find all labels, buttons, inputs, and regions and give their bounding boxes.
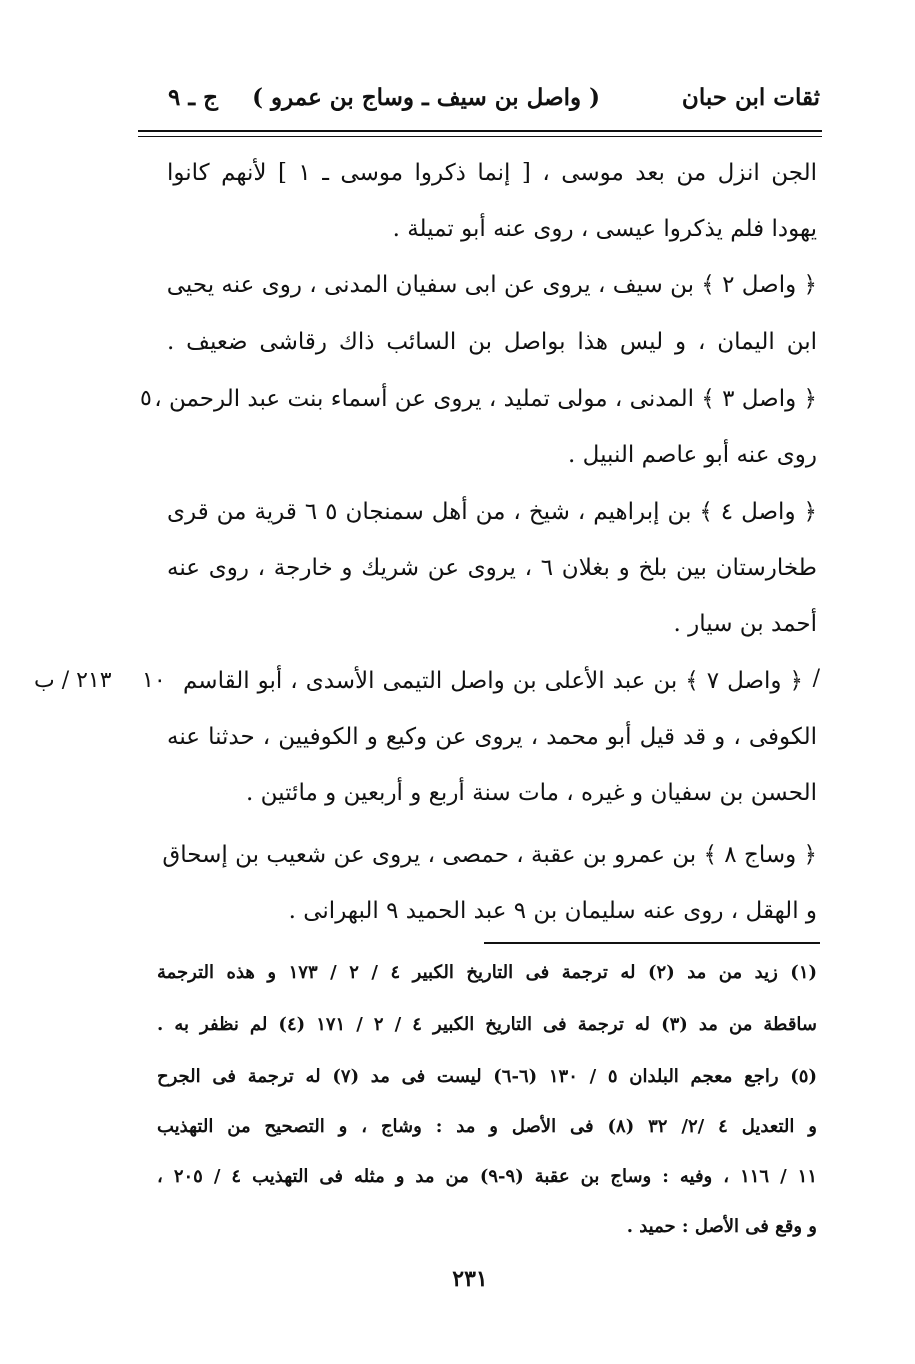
body-line: ﴿ واصل ٧ ﴾ بن عبد الأعلى بن واصل التيمى الأسدى ، أبو القاسم: [183, 668, 804, 694]
book-title: ثقات ابن حبان: [681, 84, 820, 111]
section-title: ( واصل بن سيف ـ وساج بن عمرو ): [252, 84, 600, 111]
body-line: الجن انزل من بعد موسى ، [ إنما ذكروا موسى ـ ١ ] لأنهم كانوا: [167, 160, 817, 186]
body-line: روى عنه أبو عاصم النبيل .: [568, 442, 817, 468]
body-line: يهودا فلم يذكروا عيسى ، روى عنه أبو تميلة .: [392, 216, 817, 242]
footnote-line: ساقطة من مد (٣) له ترجمة فى التاريخ الكبير ٤ / ٢ / ١٧١ (٤) لم نظفر به .: [157, 1014, 817, 1035]
body-line: ابن اليمان ، و ليس هذا بواصل بن السائب ذاك رقاشى ضعيف .: [167, 329, 817, 355]
body-line: أحمد بن سيار .: [673, 611, 817, 637]
body-line: ﴿ واصل ٤ ﴾ بن إبراهيم ، شيخ ، من أهل سمنجان ٥ ٦ قرية من قرى: [167, 499, 817, 525]
page-break-marker: /: [812, 666, 820, 691]
footnote-rule: [484, 942, 820, 944]
body-line: و الهقل ، روى عنه سليمان بن ٩ عبد الحميد ٩ البهرانى .: [288, 898, 817, 924]
body-line: ﴿ وساج ٨ ﴾ بن عمرو بن عقبة ، حمصى ، يروى عن شعيب بن إسحاق: [162, 842, 817, 868]
body-line: الكوفى ، و قد قيل أبو محمد ، يروى عن وكيع و الكوفيين ، حدثنا عنه: [167, 724, 817, 750]
line-number-10: ١٠: [142, 668, 166, 693]
line-number-5: ٥: [140, 386, 152, 411]
body-line: الحسن بن سفيان و غيره ، مات سنة أربع و أربعين و مائتين .: [246, 780, 817, 806]
manuscript-folio: ٢١٣ / ب: [34, 668, 112, 693]
header-rule: [138, 130, 822, 132]
footnote-line: و وقع فى الأصل : حميد .: [626, 1216, 817, 1237]
footnote-line: (٥) راجع معجم البلدان ٥ / ١٣٠ (٦-٦) ليست فى مد (٧) له ترجمة فى الجرح: [157, 1066, 817, 1087]
footnote-line: و التعديل ٤ /٢/ ٣٢ (٨) فى الأصل و مد : وشاج ، و التصحيح من التهذيب: [157, 1116, 817, 1137]
page-number: ٢٣١: [452, 1266, 488, 1292]
running-header: [160, 84, 820, 124]
header-rule-thin: [138, 136, 822, 137]
body-line: ﴿ واصل ٢ ﴾ بن سيف ، يروى عن ابى سفيان المدنى ، روى عنه يحيى: [166, 272, 817, 298]
body-line: طخارستان بين بلخ و بغلان ٦ ، يروى عن شريك و خارجة ، روى عنه: [167, 555, 817, 581]
volume-label: ج ـ ٩: [168, 84, 218, 111]
footnote-line: ١١ / ١١٦ ، وفيه : وساج بن عقبة (٩-٩) من مد و مثله فى التهذيب ٤ / ٢٠٥ ،: [157, 1166, 817, 1187]
body-line: ﴿ واصل ٣ ﴾ المدنى ، مولى تمليد ، يروى عن أسماء بنت عبد الرحمن ،: [154, 386, 817, 412]
footnote-line: (١) زيد من مد (٢) له ترجمة فى التاريخ الكبير ٤ / ٢ / ١٧٣ و هذه الترجمة: [157, 962, 818, 983]
